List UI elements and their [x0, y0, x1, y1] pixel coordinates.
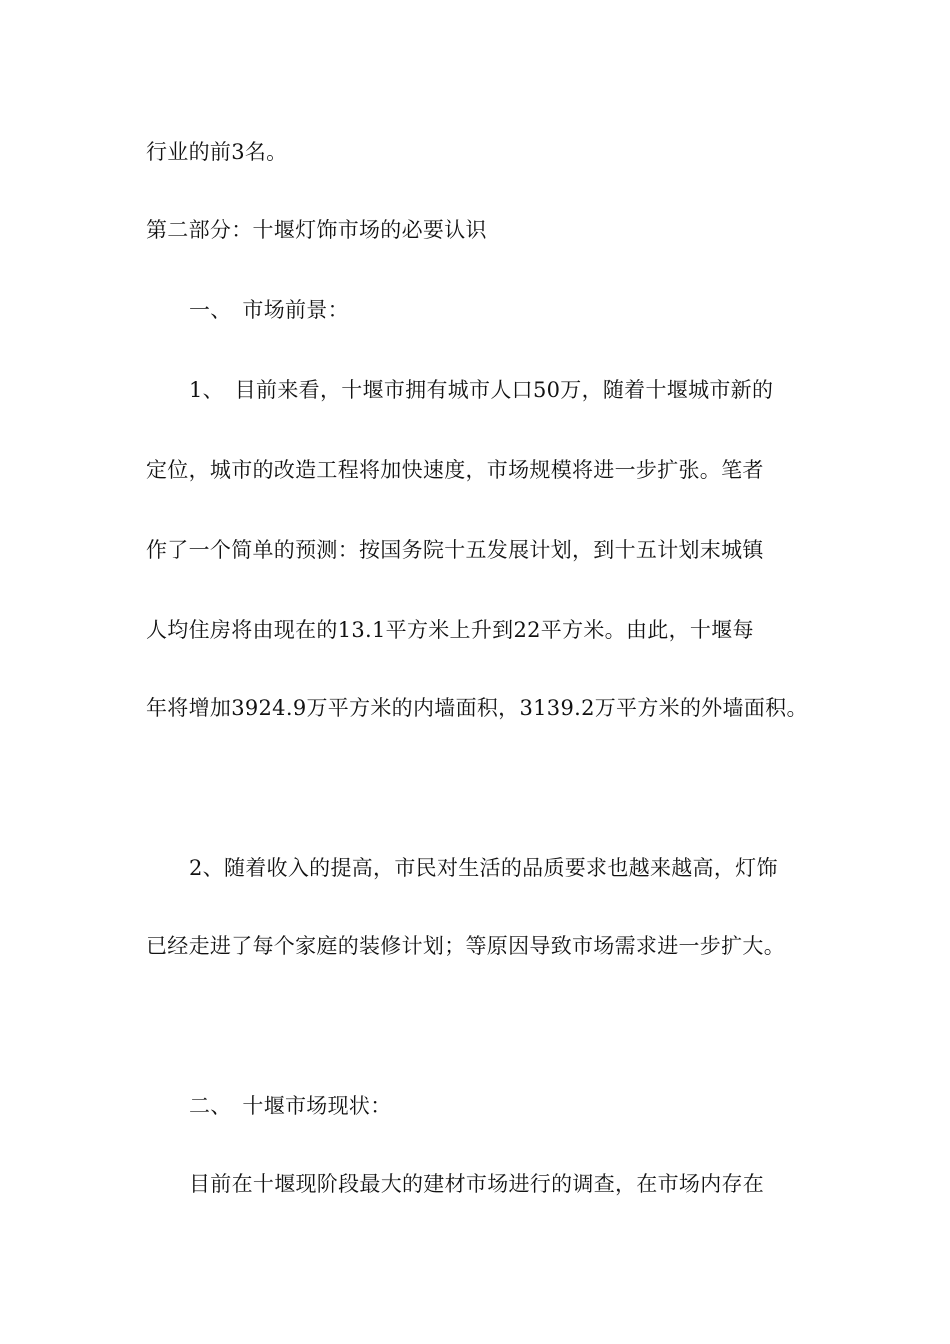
- text-line-3: 作了一个简单的预测：按国务院十五发展计划，到十五计划末城镇: [146, 538, 764, 562]
- text-line-4: 人均住房将由现在的13.1平方米上升到22平方米。由此，十堰每: [146, 618, 754, 642]
- text-line-5: 年将增加3924.9万平方米的内墙面积，3139.2万平方米的外墙面积。: [146, 696, 808, 720]
- text-line-2: 定位，城市的改造工程将加快速度，市场规模将进一步扩张。笔者: [146, 458, 764, 482]
- text-line-6: 已经走进了每个家庭的装修计划；等原因导致市场需求进一步扩大。: [146, 934, 785, 958]
- text-line-point-2: 2、随着收入的提高，市民对生活的品质要求也越来越高，灯饰: [189, 856, 778, 880]
- text-line-point-1: 1、 目前来看，十堰市拥有城市人口50万，随着十堰城市新的: [189, 378, 774, 402]
- text-line-7: 目前在十堰现阶段最大的建材市场进行的调查，在市场内存在: [189, 1172, 765, 1196]
- subheading-market-outlook: 一、 市场前景：: [189, 298, 349, 322]
- section-heading: 第二部分：十堰灯饰市场的必要认识: [146, 218, 487, 242]
- subheading-market-status: 二、 十堰市场现状：: [189, 1094, 392, 1118]
- text-line-1: 行业的前3名。: [146, 140, 288, 164]
